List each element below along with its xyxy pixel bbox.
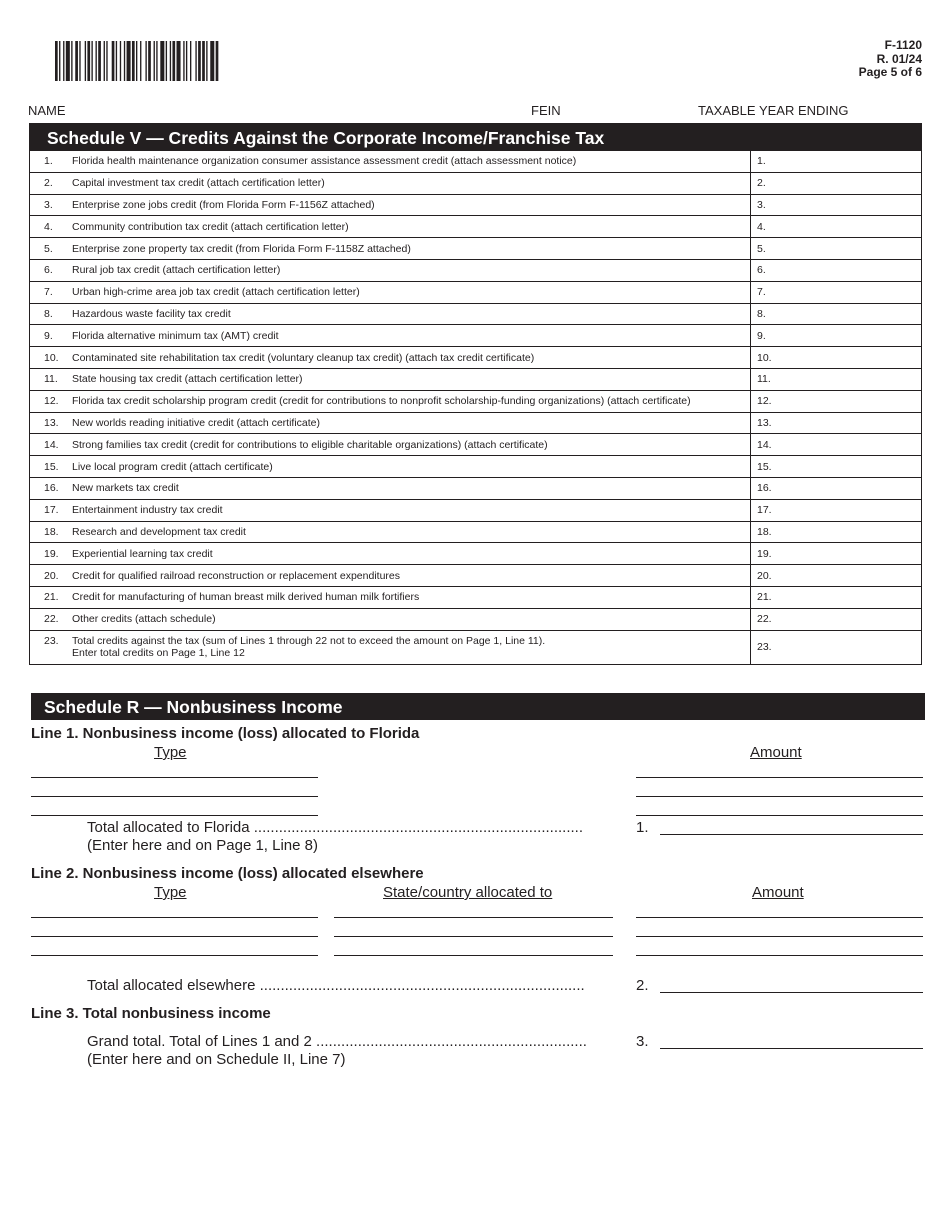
credit-description xyxy=(30,368,751,390)
credit-amount-field[interactable]: 16. xyxy=(751,477,922,499)
barcode-bar xyxy=(177,41,181,81)
barcode-bar xyxy=(85,41,86,81)
schedule-r-title: Schedule R — Nonbusiness Income xyxy=(31,693,925,720)
credit-line-number: 15. xyxy=(44,460,59,473)
credit-amount-field[interactable]: 11. xyxy=(751,368,922,390)
credit-amount-field[interactable]: 15. xyxy=(751,456,922,478)
credit-text: Contaminated site rehabilitation tax credit (voluntary cleanup tax credit) (attach tax credit certificate) xyxy=(72,351,535,364)
credit-line-number: 20. xyxy=(44,569,59,582)
credit-description xyxy=(30,390,751,412)
line2-state-field[interactable] xyxy=(334,955,613,956)
barcode-bar xyxy=(106,41,107,81)
credit-line-number: 5. xyxy=(44,242,53,255)
schedule-v-title: Schedule V — Credits Against the Corporate Income/Franchise Tax xyxy=(29,123,922,150)
line2-total-label: Total allocated elsewhere .............................................................................. xyxy=(87,977,585,994)
barcode-bar xyxy=(154,41,155,81)
total-credits-description xyxy=(30,630,751,664)
barcode-bar xyxy=(120,41,121,81)
barcode-bar xyxy=(87,41,90,81)
credit-description xyxy=(30,194,751,216)
credit-row xyxy=(30,434,922,456)
barcode-bar xyxy=(170,41,171,81)
credit-row xyxy=(30,586,922,608)
line3-total-label: Grand total. Total of Lines 1 and 2 ................................................................. xyxy=(87,1033,587,1050)
line2-state-field[interactable] xyxy=(334,917,613,918)
barcode-bar xyxy=(116,41,117,81)
barcode-bar xyxy=(59,41,60,81)
credit-description xyxy=(30,347,751,369)
credit-text: State housing tax credit (attach certification letter) xyxy=(72,373,303,386)
credit-text: Research and development tax credit xyxy=(72,525,246,538)
credit-text: Rural job tax credit (attach certification letter) xyxy=(72,264,281,277)
credit-row xyxy=(30,325,922,347)
credit-row xyxy=(30,303,922,325)
credit-text: Florida tax credit scholarship program credit (credit for contributions to nonprofit scholarship-funding organizations) (attach certificate) xyxy=(72,395,691,408)
barcode-bar xyxy=(98,41,101,81)
credit-row xyxy=(30,390,922,412)
barcode-bar xyxy=(63,41,64,81)
credit-amount-field[interactable]: 6. xyxy=(751,259,922,281)
credit-row xyxy=(30,456,922,478)
credit-row xyxy=(30,543,922,565)
barcode-bar xyxy=(202,41,205,81)
credit-line-number: 8. xyxy=(44,307,53,320)
credit-line-number: 22. xyxy=(44,613,59,626)
credit-line-number: 3. xyxy=(44,198,53,211)
line1-type-field[interactable] xyxy=(31,796,318,797)
credit-description xyxy=(30,499,751,521)
barcode-bar xyxy=(148,41,151,81)
line2-amount-field[interactable] xyxy=(636,936,923,937)
credit-row xyxy=(30,565,922,587)
barcode-bar xyxy=(216,41,219,81)
credit-row xyxy=(30,499,922,521)
line2-number: 2. xyxy=(636,977,649,994)
line3-heading: Line 3. Total nonbusiness income xyxy=(31,1005,271,1022)
line2-type-field[interactable] xyxy=(31,955,318,956)
credit-line-number: 12. xyxy=(44,395,59,408)
total-credits-row xyxy=(30,630,922,664)
line2-type-field[interactable] xyxy=(31,917,318,918)
credit-description xyxy=(30,565,751,587)
line1-type-header: Type xyxy=(154,744,187,761)
line2-total-field[interactable] xyxy=(660,992,923,993)
barcode-bar xyxy=(91,41,92,81)
barcode-bar xyxy=(186,41,187,81)
credit-amount-field[interactable]: 9. xyxy=(751,325,922,347)
barcode-bar xyxy=(96,41,97,81)
credit-text: Capital investment tax credit (attach certification letter) xyxy=(72,177,325,190)
credit-description xyxy=(30,259,751,281)
barcode-bar xyxy=(195,41,196,81)
credit-line-number: 4. xyxy=(44,220,53,233)
credit-line-number: 18. xyxy=(44,525,59,538)
line1-type-field[interactable] xyxy=(31,777,318,778)
credit-description xyxy=(30,325,751,347)
credit-line-number: 11. xyxy=(44,373,58,386)
credit-amount-field[interactable]: 4. xyxy=(751,216,922,238)
credit-line-number: 10. xyxy=(44,351,59,364)
credit-line-number: 14. xyxy=(44,438,59,451)
credit-text: New worlds reading initiative credit (attach certificate) xyxy=(72,416,321,429)
credit-text: New markets tax credit xyxy=(72,482,179,495)
line1-total-field[interactable] xyxy=(660,834,923,835)
form-revision: R. 01/24 xyxy=(876,51,922,66)
credit-amount-field[interactable]: 7. xyxy=(751,281,922,303)
credit-amount-field[interactable]: 8. xyxy=(751,303,922,325)
credit-amount-field[interactable]: 21. xyxy=(751,586,922,608)
credit-description xyxy=(30,456,751,478)
line2-amount-header: Amount xyxy=(752,884,804,901)
credit-amount-field[interactable]: 13. xyxy=(751,412,922,434)
credit-row xyxy=(30,281,922,303)
line1-number: 1. xyxy=(636,819,649,836)
credit-amount-field[interactable]: 2. xyxy=(751,172,922,194)
line1-total-note: (Enter here and on Page 1, Line 8) xyxy=(87,837,318,854)
credit-description xyxy=(30,238,751,260)
credit-line-number: 17. xyxy=(44,504,59,517)
barcode-bar xyxy=(136,41,137,81)
barcode xyxy=(55,41,279,81)
credit-text: Credit for qualified railroad reconstruction or replacement expenditures xyxy=(72,569,401,582)
barcode-bar xyxy=(75,41,78,81)
credit-description xyxy=(30,412,751,434)
credit-amount-field[interactable]: 20. xyxy=(751,565,922,587)
barcode-bar xyxy=(112,41,115,81)
barcode-bar xyxy=(55,41,58,81)
barcode-bar xyxy=(140,41,141,81)
credit-row xyxy=(30,194,922,216)
total-credits-amount-field[interactable]: 23. xyxy=(751,630,922,664)
form-identifier xyxy=(859,39,922,80)
barcode-bar xyxy=(132,41,135,81)
credit-line-number: 7. xyxy=(44,286,53,299)
credit-line-number: 9. xyxy=(44,329,53,342)
line2-type-field[interactable] xyxy=(31,936,318,937)
credit-row xyxy=(30,477,922,499)
line1-amount-header: Amount xyxy=(750,744,802,761)
credit-description xyxy=(30,151,751,173)
credit-row xyxy=(30,216,922,238)
page-number: Page 5 of 6 xyxy=(858,65,922,79)
barcode-bar xyxy=(210,41,214,81)
credit-description xyxy=(30,543,751,565)
fein-label: FEIN xyxy=(531,103,561,118)
credit-row xyxy=(30,347,922,369)
barcode-bar xyxy=(156,41,157,81)
credit-description xyxy=(30,172,751,194)
credit-text: Live local program credit (attach certificate) xyxy=(72,460,273,473)
credit-amount-field[interactable]: 12. xyxy=(751,390,922,412)
credit-row xyxy=(30,412,922,434)
line3-total-note: (Enter here and on Schedule II, Line 7) xyxy=(87,1051,346,1068)
total-credits-text xyxy=(72,635,545,659)
taxable-year-label: TAXABLE YEAR ENDING xyxy=(698,103,849,118)
barcode-bar xyxy=(79,41,80,81)
credit-text: Enterprise zone jobs credit (from Florida Form F-1156Z attached) xyxy=(72,198,375,211)
line1-amount-field[interactable] xyxy=(636,796,923,797)
barcode-bar xyxy=(124,41,125,81)
credit-row xyxy=(30,368,922,390)
barcode-bar xyxy=(104,41,105,81)
barcode-bar xyxy=(198,41,201,81)
barcode-bar xyxy=(160,41,164,81)
credit-text: Strong families tax credit (credit for contributions to eligible charitable organizations) (attach certificate) xyxy=(72,438,548,451)
credit-description xyxy=(30,216,751,238)
credit-amount-field[interactable]: 10. xyxy=(751,347,922,369)
credit-description xyxy=(30,281,751,303)
credit-amount-field[interactable]: 1. xyxy=(751,151,922,173)
line1-heading: Line 1. Nonbusiness income (loss) allocated to Florida xyxy=(31,725,420,742)
credit-line-number: 6. xyxy=(44,264,53,277)
barcode-bar xyxy=(127,41,131,81)
barcode-bar xyxy=(145,41,146,81)
credit-amount-field[interactable]: 18. xyxy=(751,521,922,543)
credit-amount-field[interactable]: 14. xyxy=(751,434,922,456)
credit-description xyxy=(30,477,751,499)
line1-amount-field[interactable] xyxy=(636,815,923,816)
credit-text: Other credits (attach schedule) xyxy=(72,613,216,626)
line3-total-field[interactable] xyxy=(660,1048,923,1049)
credit-text: Experiential learning tax credit xyxy=(72,547,213,560)
credit-row xyxy=(30,521,922,543)
credit-line-number: 1. xyxy=(44,155,53,168)
credit-line-number: 13. xyxy=(44,416,59,429)
barcode-bar xyxy=(71,41,72,81)
credit-text: Community contribution tax credit (attach certification letter) xyxy=(72,220,349,233)
credit-amount-field[interactable]: 3. xyxy=(751,194,922,216)
credit-text: Enterprise zone property tax credit (from Florida Form F-1158Z attached) xyxy=(72,242,411,255)
credit-row xyxy=(30,172,922,194)
line2-heading: Line 2. Nonbusiness income (loss) allocated elsewhere xyxy=(31,865,424,882)
line2-amount-field[interactable] xyxy=(636,917,923,918)
line1-total-label: Total allocated to Florida ............................................................................... xyxy=(87,819,583,836)
barcode-bar xyxy=(206,41,207,81)
barcode-bar xyxy=(172,41,175,81)
credit-amount-field[interactable]: 22. xyxy=(751,608,922,630)
credit-amount-field[interactable]: 17. xyxy=(751,499,922,521)
line1-amount-field[interactable] xyxy=(636,777,923,778)
line2-amount-field[interactable] xyxy=(636,955,923,956)
total-credits-text-line2: Enter total credits on Page 1, Line 12 xyxy=(72,647,245,660)
schedule-v-table xyxy=(29,150,922,665)
credit-text: Hazardous waste facility tax credit xyxy=(72,307,231,320)
credit-description xyxy=(30,521,751,543)
credit-line-number: 19. xyxy=(44,547,59,560)
barcode-bar xyxy=(66,41,70,81)
name-label: NAME xyxy=(28,103,66,118)
credit-line-number: 16. xyxy=(44,482,59,495)
line2-type-header: Type xyxy=(154,884,187,901)
credit-text: Urban high-crime area job tax credit (attach certification letter) xyxy=(72,286,360,299)
credit-amount-field[interactable]: 5. xyxy=(751,238,922,260)
form-number: F-1120 xyxy=(884,38,922,52)
credit-row xyxy=(30,151,922,173)
total-credits-text-line1: Total credits against the tax (sum of Lines 1 through 22 not to exceed the amount on Page 1, Line 11). xyxy=(72,635,546,648)
credit-description xyxy=(30,434,751,456)
credit-row xyxy=(30,608,922,630)
credit-row xyxy=(30,259,922,281)
credit-description xyxy=(30,608,751,630)
credit-description xyxy=(30,303,751,325)
line1-type-field[interactable] xyxy=(31,815,318,816)
barcode-bar xyxy=(166,41,167,81)
credit-text: Entertainment industry tax credit xyxy=(72,504,223,517)
credit-line-number: 21. xyxy=(44,591,59,604)
barcode-bar xyxy=(190,41,191,81)
line2-state-header: State/country allocated to xyxy=(383,884,553,901)
credit-row xyxy=(30,238,922,260)
credit-text: Credit for manufacturing of human breast milk derived human milk fortifiers xyxy=(72,591,420,604)
credit-line-number: 23. xyxy=(44,635,59,648)
credit-text: Florida health maintenance organization consumer assistance assessment credit (attach assessment notice) xyxy=(72,155,577,168)
credit-line-number: 2. xyxy=(44,177,53,190)
barcode-bar xyxy=(183,41,184,81)
credit-description xyxy=(30,586,751,608)
line2-state-field[interactable] xyxy=(334,936,613,937)
line3-number: 3. xyxy=(636,1033,649,1050)
credit-amount-field[interactable]: 19. xyxy=(751,543,922,565)
credit-text: Florida alternative minimum tax (AMT) credit xyxy=(72,329,279,342)
